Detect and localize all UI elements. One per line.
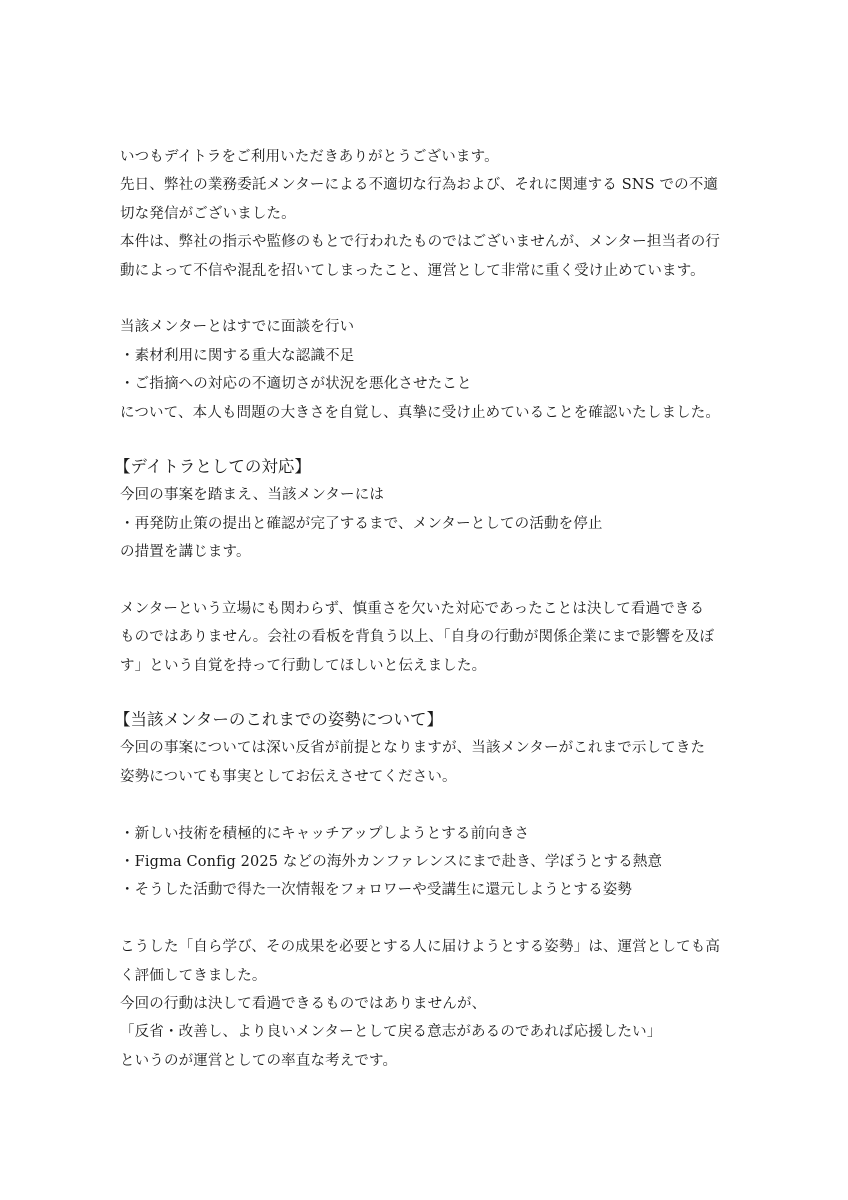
stance-bullet: ・Figma Config 2025 などの海外カンファレンスにまで赴き、学ぼうとする熱意	[120, 853, 663, 870]
intro-line: いつもデイトラをご利用いただきありがとうございます。	[120, 149, 499, 165]
section-line: の措置を講じます。	[120, 544, 251, 561]
spacer	[120, 680, 732, 706]
section-line: 「反省・改善し、より良いメンターとして戻る意志があるのであれば応援したい」	[120, 1024, 662, 1041]
spacer	[120, 285, 732, 313]
section-line: 姿勢についても事実としてお伝えさせてください。	[120, 768, 457, 785]
section-line: というのが運営としての率直な考えです。	[120, 1052, 398, 1069]
stance-bullet: ・そうした活動で得た一次情報をフォロワーや受講生に還元しようとする姿勢	[120, 882, 633, 899]
intro-line: 動によって不信や混乱を招いてしまったこと、運営として非常に重く受け止めています。	[120, 262, 705, 279]
intro-line: 先日、弊社の業務委託メンターによる不適切な行為および、それに関連する SNS での不適	[120, 177, 719, 194]
section-bullet: ・再発防止策の提出と確認が完了するまで、メンターとしての活動を停止	[120, 515, 603, 532]
spacer	[120, 427, 732, 453]
section-line: ものではありません。会社の看板を背負う以上、「自身の行動が関係企業にまで影響を及ぼ	[120, 629, 715, 646]
intro-paragraph	[120, 143, 732, 285]
section-line: こうした「自ら学び、その成果を必要とする人に届けようとする姿勢」は、運営としても高	[120, 939, 721, 956]
response-section	[114, 453, 732, 680]
spacer	[120, 791, 732, 819]
interview-line: について、本人も問題の大きさを自覚し、真摯に受け止めていることを確認いたしました。	[120, 404, 721, 421]
section-line: す」という自覚を持って行動してほしいと伝えました。	[120, 657, 487, 674]
stance-bullet: ・新しい技術を積極的にキャッチアップしようとする前向きさ	[120, 825, 530, 842]
interview-bullet: ・ご指摘への対応の不適切さが状況を悪化させたこと	[120, 376, 472, 393]
section-line: 今回の行動は決して看過できるものではありませんが、	[120, 995, 487, 1012]
section-line: 今回の事案については深い反省が前提となりますが、当該メンターがこれまで示してきた	[120, 740, 706, 757]
intro-line: 本件は、弊社の指示や監修のもとで行われたものではございませんが、メンター担当者の行	[120, 234, 721, 251]
intro-line: 切な発信がございました。	[120, 205, 296, 222]
spacer	[120, 566, 732, 594]
document-body	[114, 143, 732, 1075]
section-line: く評価してきました。	[120, 967, 267, 984]
stance-section	[114, 706, 732, 1075]
interview-bullet: ・素材利用に関する重大な認識不足	[120, 347, 355, 364]
interview-line: 当該メンターとはすでに面談を行い	[120, 319, 355, 336]
section-heading: 【当該メンターのこれまでの姿勢について】	[114, 710, 444, 730]
interview-paragraph	[120, 313, 732, 427]
section-heading: 【デイトラとしての対応】	[114, 456, 311, 476]
section-line: メンターという立場にも関わらず、慎重さを欠いた対応であったことは決して看過できる	[120, 600, 705, 617]
section-line: 今回の事案を踏まえ、当該メンターには	[120, 487, 384, 504]
spacer	[120, 905, 732, 933]
